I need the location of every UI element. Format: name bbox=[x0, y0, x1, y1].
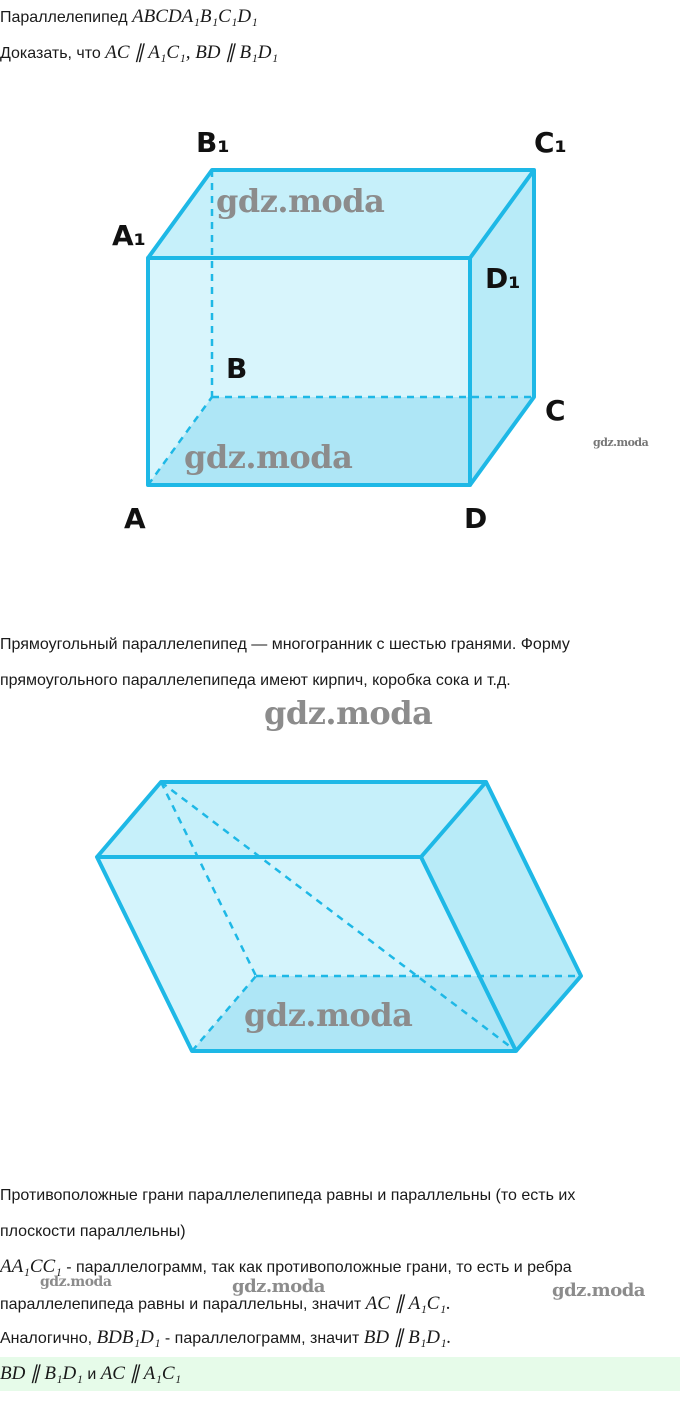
paragraph-line: Противоположные грани параллелепипеда равны и параллельны (то есть их bbox=[0, 1187, 576, 1204]
label-b1: B₁ bbox=[196, 126, 230, 159]
paragraph-line bbox=[0, 1293, 451, 1316]
inline-math: AA₁CC₁ bbox=[0, 1256, 62, 1277]
parallelepiped-figure bbox=[0, 0, 680, 560]
inline-math: BDB₁D₁ bbox=[96, 1327, 161, 1348]
label-a: A bbox=[124, 502, 146, 535]
label-c: C bbox=[545, 394, 566, 427]
watermark: gdz.moda bbox=[593, 436, 649, 449]
conclusion-box bbox=[0, 1357, 680, 1391]
paragraph-line bbox=[0, 1327, 451, 1350]
paragraph-line: Прямоугольный параллелепипед — многогранник с шестью гранями. Форму bbox=[0, 636, 570, 653]
statement-text: Параллелепипед bbox=[0, 9, 128, 26]
watermark: gdz.moda bbox=[232, 1276, 325, 1297]
conclusion-math: BD ∥ B₁D₁ bbox=[0, 1363, 83, 1384]
statement-math: ABCDA₁B₁C₁D₁ bbox=[132, 6, 258, 27]
slanted-parallelepiped-figure bbox=[0, 760, 680, 1120]
inline-math: AC ∥ A₁C₁. bbox=[365, 1293, 451, 1314]
slanted-top-face bbox=[97, 782, 486, 857]
conclusion-math: AC ∥ A₁C₁ bbox=[100, 1363, 182, 1384]
watermark: gdz.moda bbox=[216, 182, 385, 220]
prove-text: Доказать, что bbox=[0, 45, 101, 62]
watermark: gdz.moda bbox=[264, 694, 433, 732]
inline-text: Аналогично, bbox=[0, 1330, 97, 1347]
label-d1: D₁ bbox=[485, 262, 521, 295]
conclusion-text: и bbox=[82, 1366, 101, 1383]
inline-text: - параллелограмм, так как противоположные грани, то есть и ребра bbox=[61, 1259, 572, 1276]
paragraph-line: прямоугольного параллелепипеда имеют кирпич, коробка сока и т.д. bbox=[0, 672, 511, 689]
label-d: D bbox=[464, 502, 488, 535]
prove-math: AC ∥ A₁C₁, BD ∥ B₁D₁ bbox=[105, 42, 279, 63]
watermark: gdz.moda bbox=[40, 1274, 112, 1290]
watermark: gdz.moda bbox=[184, 438, 353, 476]
inline-text: параллелепипеда равны и параллельны, значит bbox=[0, 1296, 366, 1313]
watermark: gdz.moda bbox=[552, 1280, 645, 1301]
watermark: gdz.moda bbox=[244, 996, 413, 1034]
paragraph-line: плоскости параллельны) bbox=[0, 1223, 186, 1240]
label-c1: C₁ bbox=[534, 126, 567, 159]
label-b: B bbox=[226, 352, 248, 385]
inline-math: BD ∥ B₁D₁. bbox=[363, 1327, 452, 1348]
conclusion-line bbox=[0, 1363, 181, 1386]
inline-text: - параллелограмм, значит bbox=[160, 1330, 364, 1347]
label-a1: A₁ bbox=[112, 219, 146, 252]
